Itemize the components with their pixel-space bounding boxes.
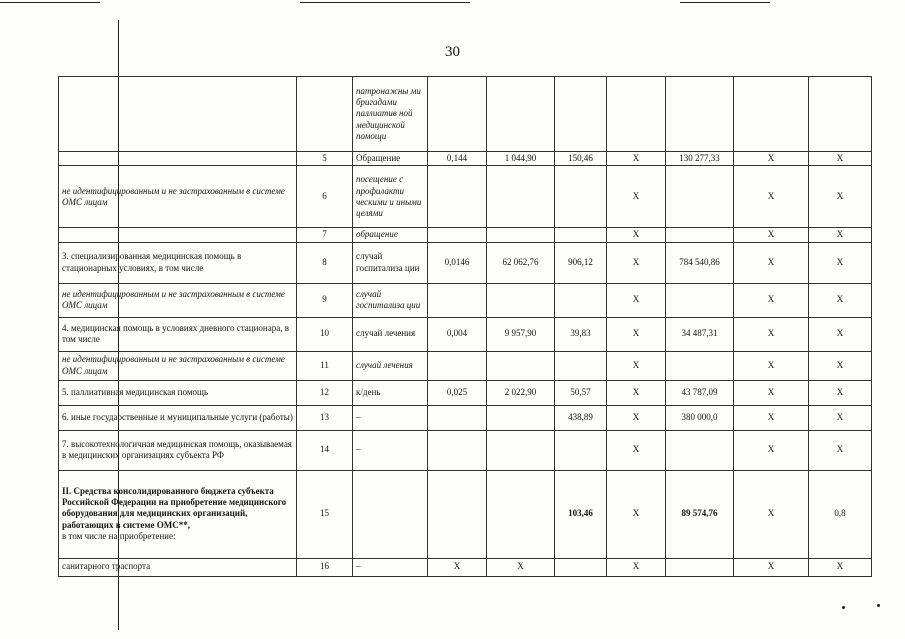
row-unit: Обращение	[353, 152, 428, 166]
scan-top-line-left	[0, 2, 100, 3]
cell-per-capita-budget: 150,46	[555, 152, 607, 166]
cell-per-capita-oms	[607, 77, 666, 152]
cell-volume-norm	[428, 77, 487, 152]
table-row	[59, 228, 872, 242]
cell-volume-norm: 0,025	[428, 380, 487, 405]
row-description: санитарного траспорта	[59, 558, 297, 576]
cell-cost-norm	[487, 405, 555, 430]
cell-cost-norm	[487, 228, 555, 242]
cell-volume-norm	[428, 430, 487, 470]
cell-cost-norm	[487, 166, 555, 228]
cell-cost-budget	[666, 166, 734, 228]
row-number: 12	[297, 380, 353, 405]
cell-cost-oms: Х	[734, 242, 809, 283]
cell-per-capita-budget: 39,83	[555, 317, 607, 351]
table-row	[59, 351, 872, 380]
cell-cost-oms: Х	[734, 166, 809, 228]
cell-per-capita-oms: Х	[607, 405, 666, 430]
cell-volume-norm: 0,004	[428, 317, 487, 351]
page-number: 30	[445, 44, 460, 60]
section-heading: II. Средства консолидированного бюджета субъекта Российской Федерации на приобретение медицинского оборудования для медицинских организаций, работающих в системе ОМС**,	[62, 485, 287, 530]
cell-per-capita-budget	[555, 351, 607, 380]
row-number	[297, 77, 353, 152]
cell-percent: 0,8	[809, 470, 872, 558]
budget-table	[58, 76, 872, 577]
table-row	[59, 470, 872, 558]
cell-per-capita-oms: Х	[607, 430, 666, 470]
cell-cost-oms: Х	[734, 152, 809, 166]
cell-percent: Х	[809, 283, 872, 317]
row-description	[59, 152, 297, 166]
cell-percent: Х	[809, 430, 872, 470]
cell-cost-oms: Х	[734, 228, 809, 242]
cell-percent: Х	[809, 242, 872, 283]
row-number: 6	[297, 166, 353, 228]
row-description: 3. специализированная медицинская помощь в стационарных условиях, в том числе	[59, 242, 297, 283]
cell-cost-oms: Х	[734, 558, 809, 576]
cell-per-capita-oms: Х	[607, 470, 666, 558]
row-number: 9	[297, 283, 353, 317]
cell-cost-budget: 89 574,76	[666, 470, 734, 558]
cell-per-capita-budget: 438,89	[555, 405, 607, 430]
scan-speck	[842, 606, 845, 609]
cell-percent: Х	[809, 380, 872, 405]
table-row	[59, 283, 872, 317]
scan-speck	[877, 604, 880, 607]
cell-per-capita-budget: 50,57	[555, 380, 607, 405]
cell-cost-norm: 62 062,76	[487, 242, 555, 283]
cell-per-capita-oms: Х	[607, 152, 666, 166]
cell-cost-budget: 380 000,0	[666, 405, 734, 430]
cell-cost-budget	[666, 430, 734, 470]
row-number: 10	[297, 317, 353, 351]
cell-cost-oms: Х	[734, 351, 809, 380]
row-unit: посещение с профилакти ческими и иными целями	[353, 166, 428, 228]
cell-volume-norm: 0,0146	[428, 242, 487, 283]
cell-cost-norm: 1 044,90	[487, 152, 555, 166]
cell-volume-norm	[428, 351, 487, 380]
cell-per-capita-oms: Х	[607, 351, 666, 380]
cell-cost-norm	[487, 283, 555, 317]
cell-percent	[809, 77, 872, 152]
row-description: 4. медицинская помощь в условиях дневного стационара, в том числе	[59, 317, 297, 351]
cell-per-capita-oms: Х	[607, 228, 666, 242]
row-description: не идентифицированным и не застрахованным в системе ОМС лицам	[59, 351, 297, 380]
cell-per-capita-oms: Х	[607, 242, 666, 283]
row-number: 8	[297, 242, 353, 283]
cell-per-capita-budget	[555, 283, 607, 317]
cell-volume-norm	[428, 166, 487, 228]
cell-cost-norm: 2 022,90	[487, 380, 555, 405]
cell-cost-budget	[666, 351, 734, 380]
cell-cost-norm	[487, 77, 555, 152]
row-number: 7	[297, 228, 353, 242]
cell-per-capita-budget	[555, 558, 607, 576]
table-row	[59, 242, 872, 283]
row-unit: патронажны ми бригадами паллиатив ной медицинской помощи	[353, 77, 428, 152]
table-row	[59, 380, 872, 405]
row-number: 5	[297, 152, 353, 166]
cell-cost-oms: Х	[734, 430, 809, 470]
cell-per-capita-oms: Х	[607, 317, 666, 351]
cell-volume-norm: 0,144	[428, 152, 487, 166]
cell-per-capita-oms: Х	[607, 166, 666, 228]
table-row	[59, 558, 872, 576]
cell-cost-budget: 784 540,86	[666, 242, 734, 283]
cell-per-capita-oms: Х	[607, 558, 666, 576]
cell-cost-oms	[734, 77, 809, 152]
cell-volume-norm	[428, 283, 487, 317]
cell-cost-oms: Х	[734, 317, 809, 351]
row-number: 14	[297, 430, 353, 470]
cell-cost-norm	[487, 351, 555, 380]
cell-percent: Х	[809, 558, 872, 576]
cell-per-capita-budget: 103,46	[555, 470, 607, 558]
cell-percent: Х	[809, 351, 872, 380]
cell-cost-budget: 34 487,31	[666, 317, 734, 351]
row-unit: обращение	[353, 228, 428, 242]
cell-per-capita-budget	[555, 430, 607, 470]
row-unit: случай госпитализа ции	[353, 283, 428, 317]
scan-top-line-mid	[300, 2, 470, 3]
row-description: 6. иные государственные и муниципальные услуги (работы)	[59, 405, 297, 430]
cell-percent: Х	[809, 317, 872, 351]
cell-cost-budget	[666, 228, 734, 242]
cell-cost-budget	[666, 77, 734, 152]
row-unit: –	[353, 405, 428, 430]
cell-cost-budget	[666, 558, 734, 576]
cell-cost-norm	[487, 470, 555, 558]
cell-cost-oms: Х	[734, 380, 809, 405]
table-row	[59, 405, 872, 430]
cell-cost-norm	[487, 430, 555, 470]
row-description: не идентифицированным и не застрахованным в системе ОМС лицам	[59, 283, 297, 317]
cell-per-capita-budget	[555, 166, 607, 228]
table-row	[59, 152, 872, 166]
cell-cost-norm: Х	[487, 558, 555, 576]
row-unit: случай лечения	[353, 317, 428, 351]
cell-percent: Х	[809, 152, 872, 166]
row-unit: случай лечения	[353, 351, 428, 380]
cell-cost-budget	[666, 283, 734, 317]
table-body	[59, 77, 872, 577]
section-heading-tail: в том числе на приобретение:	[62, 530, 176, 541]
row-description: не идентифицированным и не застрахованным в системе ОМС лицам	[59, 166, 297, 228]
row-description	[59, 470, 297, 558]
row-unit	[353, 470, 428, 558]
row-number: 13	[297, 405, 353, 430]
row-unit: случай госпитализа ции	[353, 242, 428, 283]
table-row	[59, 77, 872, 152]
cell-volume-norm	[428, 228, 487, 242]
scan-top-line-right	[680, 2, 770, 3]
cell-volume-norm	[428, 405, 487, 430]
cell-cost-norm: 9 957,90	[487, 317, 555, 351]
cell-per-capita-oms: Х	[607, 283, 666, 317]
cell-cost-budget: 130 277,33	[666, 152, 734, 166]
cell-percent: Х	[809, 166, 872, 228]
cell-per-capita-budget	[555, 228, 607, 242]
cell-volume-norm	[428, 470, 487, 558]
row-number: 16	[297, 558, 353, 576]
cell-per-capita-oms: Х	[607, 380, 666, 405]
cell-volume-norm: Х	[428, 558, 487, 576]
row-description: 7. высокотехнологичная медицинская помощь, оказываемая в медицинских организациях субъекта РФ	[59, 430, 297, 470]
table-row	[59, 430, 872, 470]
cell-per-capita-budget: 906,12	[555, 242, 607, 283]
row-description	[59, 228, 297, 242]
table-row	[59, 317, 872, 351]
row-number: 11	[297, 351, 353, 380]
row-unit: –	[353, 430, 428, 470]
cell-per-capita-budget	[555, 77, 607, 152]
cell-cost-budget: 43 787,09	[666, 380, 734, 405]
row-description	[59, 77, 297, 152]
row-number: 15	[297, 470, 353, 558]
cell-percent: Х	[809, 405, 872, 430]
cell-cost-oms: Х	[734, 470, 809, 558]
table-row	[59, 166, 872, 228]
row-unit: –	[353, 558, 428, 576]
row-unit: к/день	[353, 380, 428, 405]
cell-cost-oms: Х	[734, 405, 809, 430]
row-description: 5. паллиативная медицинская помощь	[59, 380, 297, 405]
cell-cost-oms: Х	[734, 283, 809, 317]
cell-percent: Х	[809, 228, 872, 242]
